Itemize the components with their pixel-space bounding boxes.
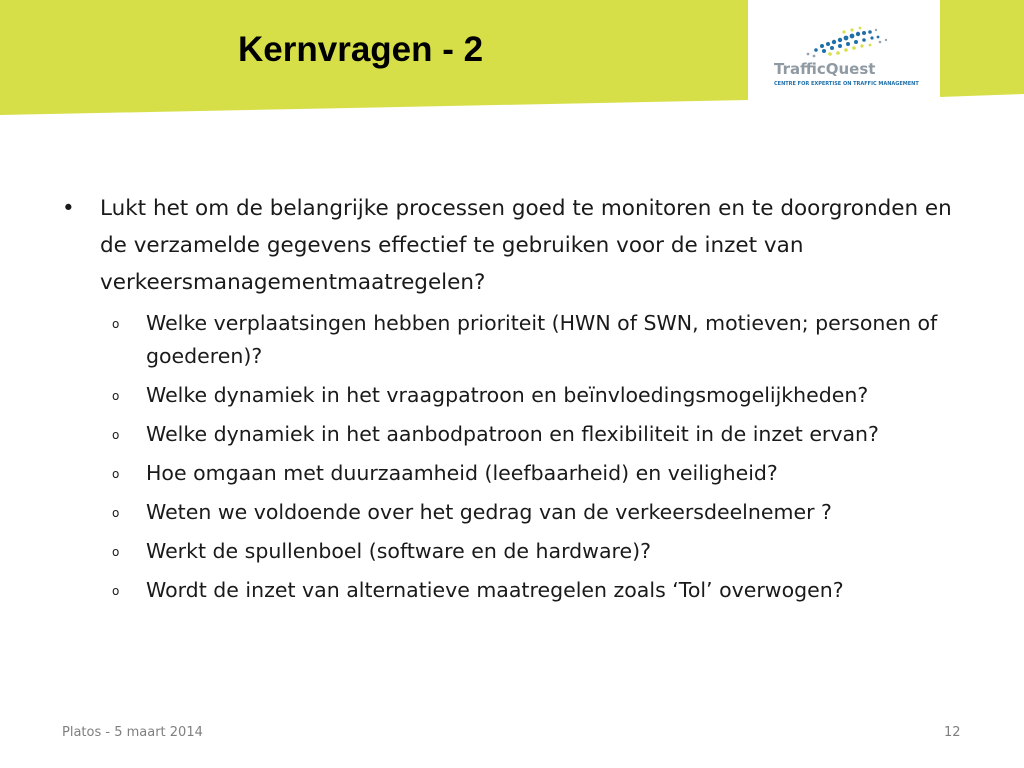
sub-bullet-text: Hoe omgaan met duurzaamheid (leefbaarheid) en veiligheid? [146,461,778,485]
main-bullet [58,190,968,301]
sub-bullet-marker: o [112,584,120,598]
sub-bullet-marker: o [112,317,120,331]
logo-name: TrafficQuest [774,60,876,78]
sub-bullet-marker: o [112,389,120,403]
main-bullet-text: Lukt het om de belangrijke processen goed te monitoren en te doorgronden en de verzamelde gegevens effectief te gebruiken voor de inzet van verkeersmanagementmaatregelen? [100,196,952,295]
sub-bullet-text: Welke dynamiek in het vraagpatroon en beïnvloedingsmogelijkheden? [146,383,869,407]
slide-title: Kernvragen - 2 [238,30,484,69]
sub-bullet [58,379,968,412]
sub-bullet-list [58,307,968,607]
sub-bullet-text: Welke dynamiek in het aanbodpatroon en flexibiliteit in de inzet ervan? [146,422,879,446]
sub-bullet-marker: o [112,506,120,520]
sub-bullet [58,496,968,529]
sub-bullet-text: Weten we voldoende over het gedrag van de verkeersdeelnemer ? [146,500,832,524]
sub-bullet [58,418,968,451]
sub-bullet-marker: o [112,467,120,481]
sub-bullet [58,457,968,490]
footer-date: Platos - 5 maart 2014 [62,725,203,740]
logo-tagline: CENTRE FOR EXPERTISE ON TRAFFIC MANAGEMENT [774,81,919,87]
trafficquest-logo-graphic [760,18,930,96]
sub-bullet-marker: o [112,428,120,442]
sub-bullet-list-container [58,307,968,607]
sub-bullet [58,307,968,373]
sub-bullet-text: Welke verplaatsingen hebben prioriteit (HWN of SWN, motieven; personen of goederen)? [146,311,938,368]
slide-body [58,190,968,607]
trafficquest-logo [760,18,930,96]
sub-bullet [58,535,968,568]
sub-bullet-text: Wordt de inzet van alternatieve maatregelen zoals ‘Tol’ overwogen? [146,578,844,602]
page-number: 12 [944,725,961,740]
sub-bullet-marker: o [112,545,120,559]
sub-bullet-text: Werkt de spullenboel (software en de hardware)? [146,539,651,563]
sub-bullet [58,574,968,607]
